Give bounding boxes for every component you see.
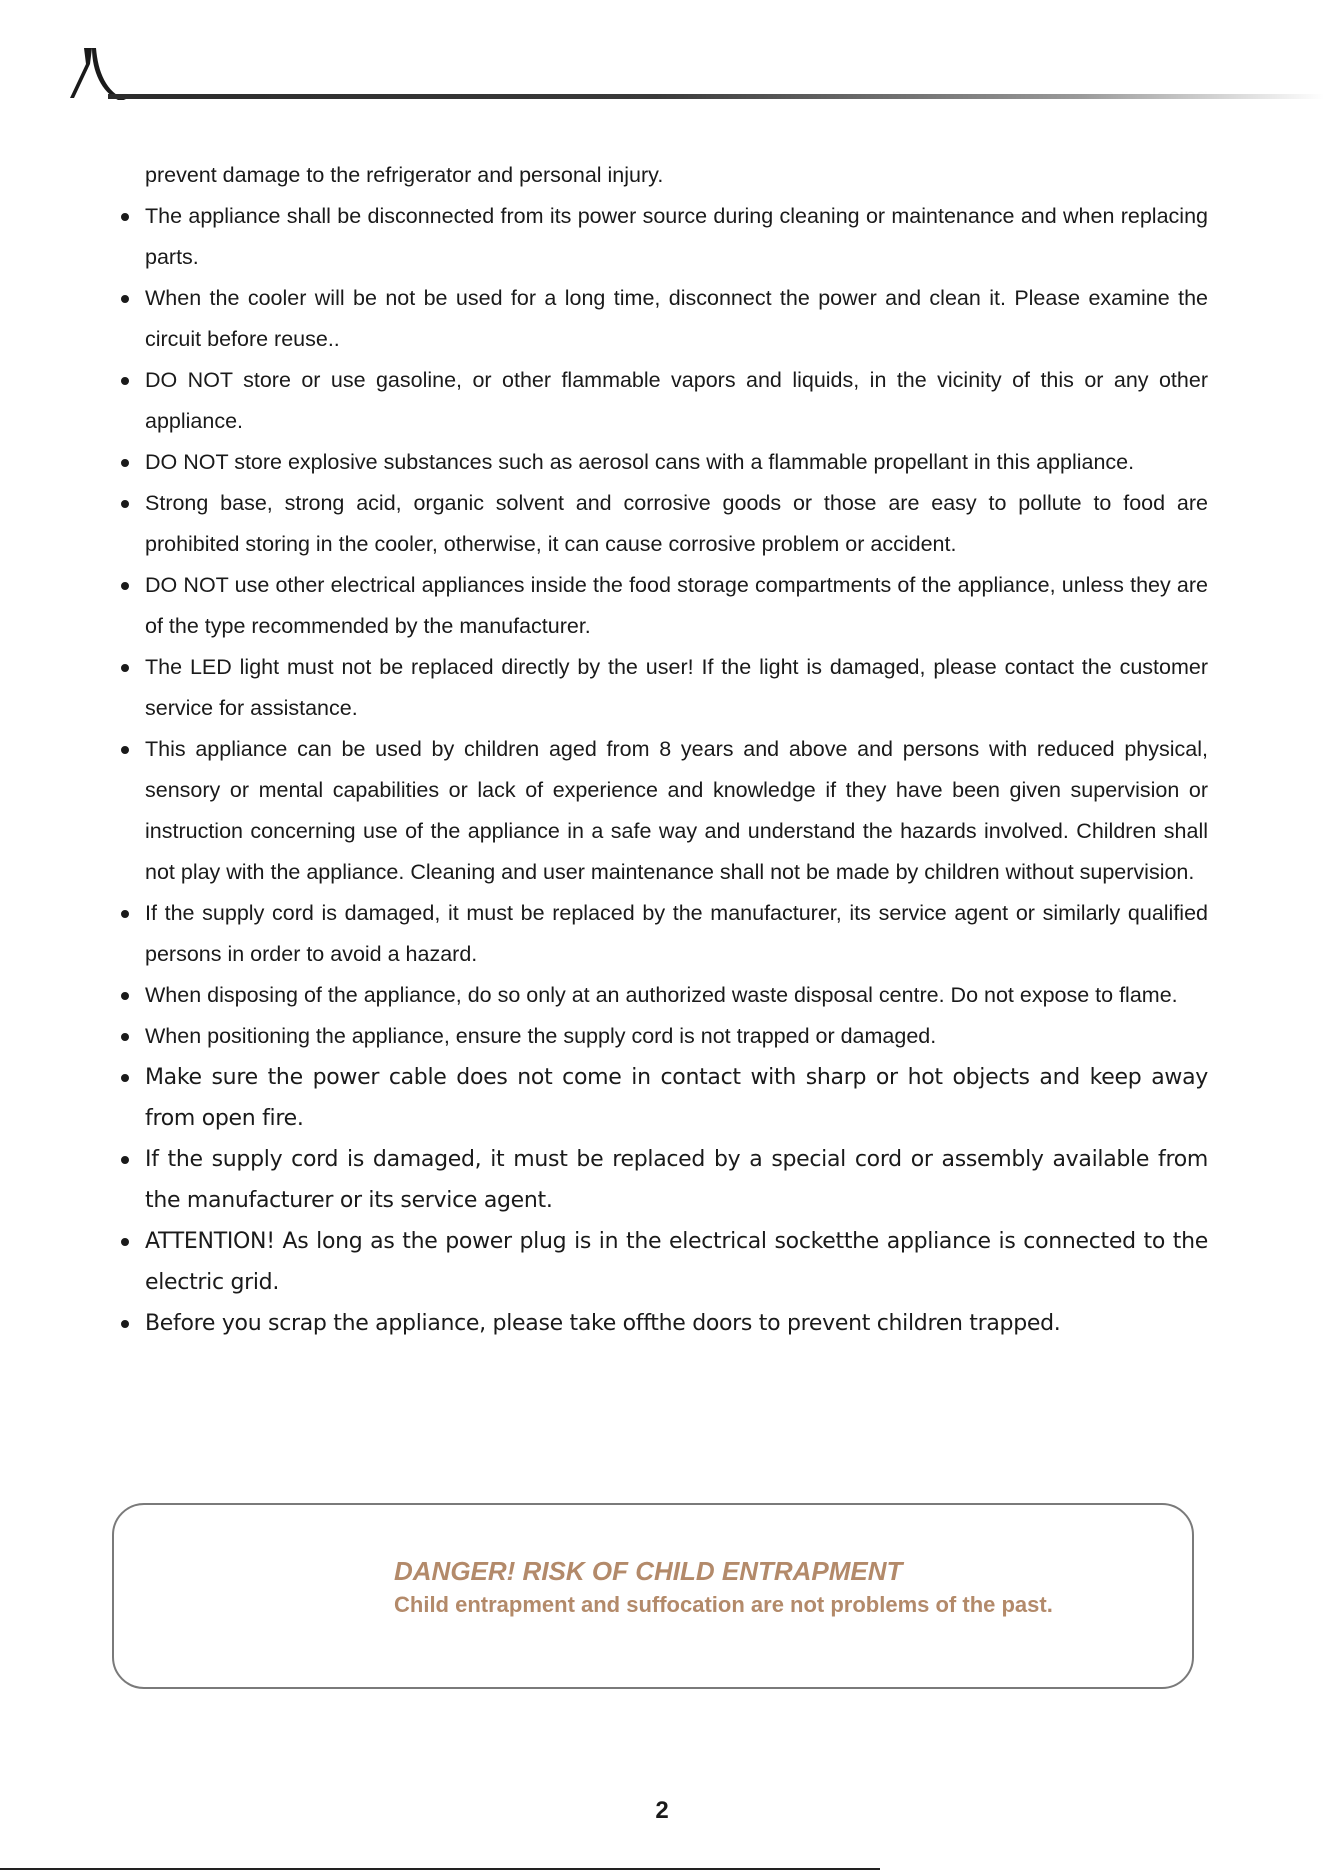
list-item-text: This appliance can be used by children aged from 8 years and above and persons with reduced physical, sensory or mental capabilities or lack of experience and knowledge if they have been given supervision or instruction concerning use of the appliance in a safe way and understand the hazards involved. Children shall not play with the appliance. Cleaning and user maintenance shall not be made by children without supervision. [145,737,1208,884]
bullet-icon [121,992,129,1000]
list-item [118,278,1208,360]
bullet-icon [121,746,129,754]
header-divider [108,94,1324,99]
danger-title: DANGER! RISK OF CHILD ENTRAPMENT [394,1556,903,1586]
list-item-text: Strong base, strong acid, organic solvent and corrosive goods or those are easy to pollute to food are prohibited storing in the cooler, otherwise, it can cause corrosive problem or accident. [145,491,1208,556]
list-item [118,442,1208,483]
list-item-text: When disposing of the appliance, do so only at an authorized waste disposal centre. Do not expose to flame. [145,983,1178,1007]
safety-instructions [118,155,1208,1344]
list-item-text: DO NOT store explosive substances such as aerosol cans with a flammable propellant in this appliance. [145,450,1135,474]
list-item-text: If the supply cord is damaged, it must be replaced by the manufacturer, its service agent or similarly qualified persons in order to avoid a hazard. [145,901,1208,966]
bullet-icon [121,1238,129,1246]
list-item-text: If the supply cord is damaged, it must be replaced by a special cord or assembly available from the manufacturer or its service agent. [145,1147,1208,1213]
list-item [118,893,1208,975]
list-item-text: DO NOT use other electrical appliances inside the food storage compartments of the appliance, unless they are of the type recommended by the manufacturer. [145,573,1208,638]
bullet-icon [121,213,129,221]
footer-divider [0,1868,880,1870]
danger-subtitle: Child entrapment and suffocation are not problems of the past. [394,1592,1053,1617]
list-item [118,1057,1208,1139]
list-item [118,1221,1208,1303]
bullet-icon [121,1074,129,1082]
list-item-text: When the cooler will be not be used for a long time, disconnect the power and clean it. Please examine the circuit before reuse.. [145,286,1208,351]
page-number: 2 [655,1797,669,1824]
intro-line: prevent damage to the refrigerator and personal injury. [145,163,664,187]
list-item [118,360,1208,442]
list-item [118,565,1208,647]
list-item-text: DO NOT store or use gasoline, or other flammable vapors and liquids, in the vicinity of this or any other appliance. [145,368,1208,433]
bullet-icon [121,1033,129,1041]
list-item-text: The LED light must not be replaced directly by the user! If the light is damaged, please contact the customer service for assistance. [145,655,1208,720]
bullet-icon [121,910,129,918]
list-item-text: ATTENTION! As long as the power plug is in the electrical socketthe appliance is connected to the electric grid. [145,1229,1208,1295]
bullet-icon [121,295,129,303]
list-item [118,729,1208,893]
bullet-icon [121,500,129,508]
list-item-text: The appliance shall be disconnected from its power source during cleaning or maintenance and when replacing parts. [145,204,1208,269]
list-item [118,1016,1208,1057]
list-item-text: Make sure the power cable does not come in contact with sharp or hot objects and keep away from open fire. [145,1065,1208,1131]
bullet-icon [121,582,129,590]
list-item-text: When positioning the appliance, ensure the supply cord is not trapped or damaged. [145,1024,937,1048]
bullet-icon [121,1156,129,1164]
bullet-icon [121,377,129,385]
list-item [118,1139,1208,1221]
list-item-text: Before you scrap the appliance, please take offthe doors to prevent children trapped. [145,1311,1061,1336]
list-item [118,196,1208,278]
list-item [118,1303,1208,1344]
list-item [118,647,1208,729]
list-item [118,975,1208,1016]
list-item [118,483,1208,565]
bullet-icon [121,664,129,672]
bullet-icon [121,1320,129,1328]
bullet-icon [121,459,129,467]
